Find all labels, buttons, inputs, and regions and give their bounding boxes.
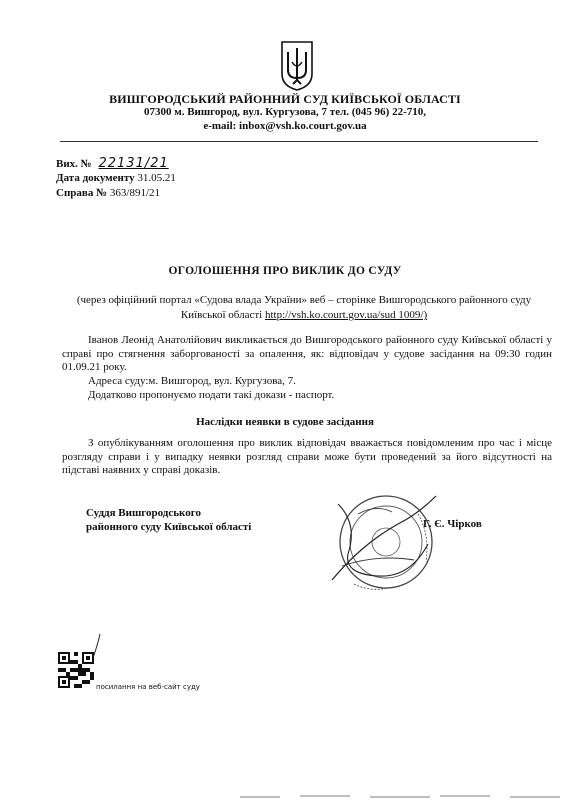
court-seal-and-signature [318, 484, 444, 610]
court-email: e-mail: inbox@vsh.ko.court.gov.ua [203, 120, 367, 132]
document-date [56, 172, 176, 184]
outgoing-number [56, 156, 169, 171]
summons-paragraph: Іванов Леонід Анатолійович викликається до Вишгородського районного суду Київської області у справі про стягнення заборгованості за опалення, як: відповідач у судове засідання на 09:30 годин 01.09.21 року. [62, 334, 552, 373]
case-number-label: Справа № [56, 187, 108, 199]
portal-note-text: (через офіційний портал «Судова влада України» веб – сторінке Вишгородського районного суду Київської області [76, 294, 532, 321]
portal-note [60, 293, 548, 323]
outgoing-number-handwritten: 22131/21 [98, 156, 169, 171]
consequences-title: Наслідки неявки в судове засідання [196, 416, 374, 428]
portal-link[interactable]: http://vsh.ko.court.gov.ua/sud 1009/) [264, 309, 428, 321]
case-number-value: 363/891/21 [109, 187, 161, 199]
header-divider [60, 141, 538, 142]
notice-title: ОГОЛОШЕННЯ ПРО ВИКЛИК ДО СУДУ [168, 265, 402, 277]
evidence-paragraph: Додатково пропонуємо подати такі докази - паспорт. [88, 389, 335, 401]
scan-edge-artifact [240, 792, 560, 800]
outgoing-number-label: Вих. № [56, 158, 92, 170]
judge-name: Г. Є. Чірков [423, 518, 482, 530]
court-name: ВИШГОРОДСЬКИЙ РАЙОННИЙ СУД КИЇВСЬКОЇ ОБЛАСТІ [109, 92, 461, 106]
document-date-label: Дата документу [56, 172, 135, 184]
court-address: 07300 м. Вишгород, вул. Кургузова, 7 тел. (045 96) 22-710, [143, 106, 427, 118]
consequences-paragraph: З опублікуванням оголошення про виклик відповідач вважається повідомленим про час і місце розгляду справи і у випадку неявки розгляд справи може бути проведений за його відсутності на підставі наявних у справі доказів. [62, 437, 552, 476]
document-date-value: 31.05.21 [137, 172, 176, 184]
coat-of-arms-icon [280, 40, 314, 92]
judge-role-line-1: Суддя Вишгородського [86, 507, 201, 519]
case-number [56, 187, 160, 199]
court-address-paragraph: Адреса суду:м. Вишгород, вул. Кургузова, 7. [88, 375, 296, 387]
judge-role-line-2: районного суду Київської області [86, 521, 252, 533]
qr-code-icon[interactable] [58, 652, 94, 688]
judge-role [86, 506, 251, 534]
qr-caption: посилання на веб-сайт суду [96, 683, 200, 691]
